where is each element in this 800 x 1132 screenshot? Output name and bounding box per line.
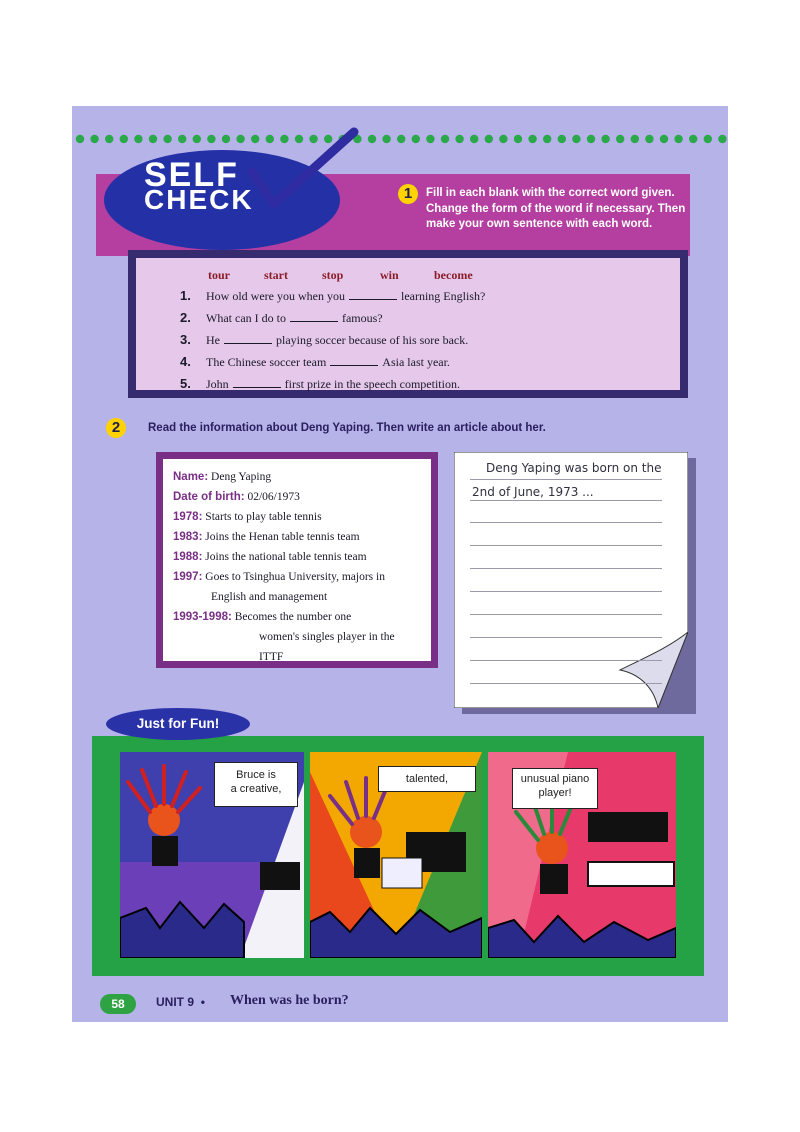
dot xyxy=(193,135,201,143)
info-value: Goes to Tsinghua University, majors in xyxy=(205,571,385,583)
item-text: playing soccer because of his sore back. xyxy=(276,333,469,347)
info-value: Becomes the number one xyxy=(234,611,352,623)
dot xyxy=(543,135,551,143)
item-number: 5. xyxy=(180,376,191,391)
exercise-item xyxy=(180,354,450,370)
dot xyxy=(90,135,98,143)
info-label: 1988: xyxy=(173,551,203,563)
exercise-2-instructions: Read the information about Deng Yaping. Then write an article about her. xyxy=(148,422,546,434)
word-bank-item: start xyxy=(264,268,288,282)
info-label: 1997: xyxy=(173,571,203,583)
dot xyxy=(631,135,639,143)
dot xyxy=(660,135,668,143)
info-event-cont: English and management xyxy=(211,591,328,603)
info-event-cont: ITTF xyxy=(259,651,284,663)
exercise-item xyxy=(180,288,485,304)
item-text: How old were you when you xyxy=(206,289,345,303)
info-value: Starts to play table tennis xyxy=(205,511,322,523)
item-text: He xyxy=(206,333,220,347)
dot xyxy=(704,135,712,143)
dot xyxy=(368,135,376,143)
answer-blank[interactable] xyxy=(224,334,272,344)
speech-bubble-2 xyxy=(378,766,476,792)
deng-yaping-info-box xyxy=(156,452,438,668)
dot xyxy=(689,135,697,143)
dot xyxy=(528,135,536,143)
item-text: first prize in the speech competition. xyxy=(284,377,460,391)
info-label: 1983: xyxy=(173,531,203,543)
exercise-1-number: 1 xyxy=(398,184,418,204)
info-value: Joins the national table tennis team xyxy=(205,551,367,563)
info-event xyxy=(173,571,385,583)
textbook-page xyxy=(72,106,728,1022)
just-for-fun-label: Just for Fun! xyxy=(106,708,250,740)
bubble-text: talented, xyxy=(405,773,449,785)
exercise-1-instructions: Fill in each blank with the correct word given. Change the form of the word if necessary. Then make your own sentence with each word. xyxy=(426,187,686,230)
info-event xyxy=(173,531,360,543)
dot xyxy=(674,135,682,143)
writing-line xyxy=(470,479,662,480)
info-event xyxy=(173,551,367,563)
unit-label xyxy=(156,995,205,1009)
info-label: 1993-1998: xyxy=(173,611,232,623)
writing-line xyxy=(470,568,662,569)
dot xyxy=(616,135,624,143)
dot xyxy=(485,135,493,143)
dot xyxy=(207,135,215,143)
dot xyxy=(558,135,566,143)
dot xyxy=(470,135,478,143)
dot xyxy=(441,135,449,143)
dot xyxy=(105,135,113,143)
exercise-2-number: 2 xyxy=(106,418,126,438)
bubble-text: a creative, xyxy=(230,783,282,795)
info-event-cont: women's singles player in the xyxy=(259,631,395,643)
unit-bullet: • xyxy=(200,995,205,1009)
dot xyxy=(587,135,595,143)
item-text: The Chinese soccer team xyxy=(206,355,327,369)
dot xyxy=(120,135,128,143)
writing-line xyxy=(470,614,662,615)
item-text: What can I do to xyxy=(206,311,286,325)
note-sample-line-1: Deng Yaping was born on the xyxy=(486,461,662,475)
self-check-title-top: SELF xyxy=(144,156,239,194)
comic-strip xyxy=(92,736,704,976)
info-dob xyxy=(173,491,300,503)
dot xyxy=(178,135,186,143)
exercise-item xyxy=(180,376,460,392)
dot xyxy=(149,135,157,143)
dot xyxy=(76,135,84,143)
word-bank-item: become xyxy=(434,268,473,282)
info-value: 02/06/1973 xyxy=(247,491,300,503)
info-event xyxy=(173,511,322,523)
dot xyxy=(397,135,405,143)
speech-bubble-1 xyxy=(214,762,298,807)
exercise-1-box xyxy=(128,250,688,398)
page-number: 58 xyxy=(100,994,136,1014)
unit-number: UNIT 9 xyxy=(156,995,195,1009)
info-event xyxy=(173,611,351,623)
answer-blank[interactable] xyxy=(330,356,378,366)
dot xyxy=(163,135,171,143)
dot xyxy=(382,135,390,143)
answer-blank[interactable] xyxy=(349,290,397,300)
item-text: John xyxy=(206,377,229,391)
item-number: 3. xyxy=(180,332,191,347)
item-number: 4. xyxy=(180,354,191,369)
word-bank-item: win xyxy=(380,268,399,282)
info-label: Date of birth: xyxy=(173,491,245,503)
dot xyxy=(412,135,420,143)
dot xyxy=(455,135,463,143)
checkmark-icon xyxy=(222,124,362,214)
item-number: 1. xyxy=(180,288,191,303)
item-number: 2. xyxy=(180,310,191,325)
writing-line xyxy=(470,522,662,523)
answer-blank[interactable] xyxy=(233,378,281,388)
self-check-title-bottom: CHECK xyxy=(144,184,254,215)
item-text: famous? xyxy=(341,311,383,325)
writing-line xyxy=(470,591,662,592)
writing-line xyxy=(470,637,662,638)
info-label: 1978: xyxy=(173,511,203,523)
dot xyxy=(134,135,142,143)
note-sample-line-2: 2nd of June, 1973 ... xyxy=(472,485,594,499)
dot xyxy=(645,135,653,143)
bubble-text: Bruce is xyxy=(236,769,276,781)
answer-blank[interactable] xyxy=(290,312,338,322)
writing-line xyxy=(470,500,662,501)
dot xyxy=(426,135,434,143)
dotted-rule xyxy=(72,132,728,146)
dot xyxy=(601,135,609,143)
unit-title: When was he born? xyxy=(230,993,349,1008)
word-bank-item: tour xyxy=(208,268,230,282)
dot xyxy=(572,135,580,143)
info-value: Joins the Henan table tennis team xyxy=(205,531,360,543)
writing-line xyxy=(470,683,662,684)
dot xyxy=(718,135,726,143)
exercise-item xyxy=(180,310,383,326)
info-name xyxy=(173,471,271,483)
item-text: Asia last year. xyxy=(382,355,450,369)
writing-line xyxy=(470,545,662,546)
info-label: Name: xyxy=(173,471,209,483)
speech-bubble-3 xyxy=(512,768,598,809)
word-bank-item: stop xyxy=(322,268,344,282)
bubble-text: player! xyxy=(538,787,572,799)
item-text: learning English? xyxy=(400,289,486,303)
info-value: Deng Yaping xyxy=(211,471,272,483)
dot xyxy=(514,135,522,143)
bubble-text: unusual piano xyxy=(520,773,590,785)
exercise-item xyxy=(180,332,468,348)
dot xyxy=(499,135,507,143)
writing-line xyxy=(470,660,662,661)
